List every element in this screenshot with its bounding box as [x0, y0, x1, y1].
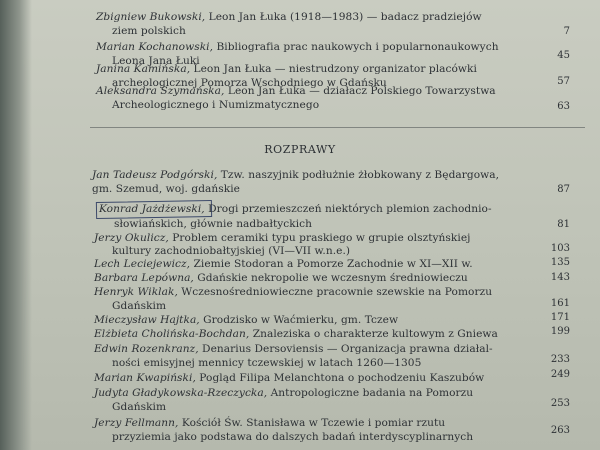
section-heading: ROZPRAWY — [264, 143, 336, 156]
entry-author: Henryk Wiklak, — [94, 286, 178, 298]
entry-page: 253 — [550, 398, 570, 409]
entry-page: 57 — [557, 76, 570, 87]
entry-author: Jan Tadeusz Podgórski, — [92, 169, 218, 181]
entry-author: Konrad Jażdżewski, — [99, 203, 205, 215]
entry-title: Grodzisko w Waćmierku, gm. Tczew — [203, 314, 399, 326]
entry-page: 171 — [550, 312, 570, 323]
entry-title-cont: Leona Jana Łuki — [112, 55, 200, 67]
entry-title-cont: gm. Szemud, woj. gdańskie — [92, 183, 240, 195]
entry-author: Judyta Gładykowska-Rzeczycka, — [94, 387, 268, 399]
entry-title: Ziemie Stodoran a Pomorze Zachodnie w XI—XII w. — [193, 258, 473, 270]
entry-page: 81 — [557, 219, 570, 230]
entry-author: Edwin Rozenkranz, — [94, 343, 199, 355]
entry-title-cont: ziem polskich — [112, 25, 186, 37]
entry-author: Elżbieta Cholińska-Bochdan, — [94, 328, 250, 340]
entry-page: 199 — [550, 326, 570, 337]
entry-page: 143 — [550, 272, 570, 283]
entry-author: Marian Kochanowski, — [96, 41, 214, 53]
entry-page: 161 — [550, 298, 570, 309]
entry-author: Marian Kwapiński, — [94, 372, 196, 384]
entry-title: Drogi przemieszczeń niektórych plemion zachodnio- — [208, 203, 492, 215]
entry-page: 249 — [550, 369, 570, 380]
entry-title: Leon Jan Łuka — niestrudzony organizator placówki — [193, 63, 477, 75]
entry-page: 63 — [557, 101, 570, 112]
entry-title-cont: kultury zachodniobałtyjskiej (VI—VII w.n.e.) — [112, 245, 351, 257]
entry-title-cont: słowiańskich, głównie nadbałtyckich — [114, 218, 313, 230]
entry-title: Leon Jan Łuka (1918—1983) — badacz pradziejów — [208, 11, 482, 23]
entry-author: Janina Kamińska, — [96, 63, 191, 75]
entry-title-cont: przyziemia jako podstawa do dalszych badań interdyscyplinarnych — [112, 431, 474, 443]
entry-author: Zbigniew Bukowski, — [96, 11, 206, 23]
entry-author: Jerzy Fellmann, — [94, 417, 179, 429]
entry-title: Tzw. naszyjnik podłużnie żłobkowany z Będargowa, — [220, 169, 500, 181]
entry-title-cont: ności emisyjnej mennicy tczewskiej w latach 1260—1305 — [112, 357, 422, 369]
entry-title: Gdańskie nekropolie we wczesnym średniowieczu — [197, 272, 468, 284]
entry-author: Jerzy Okulicz, — [94, 232, 169, 244]
entry-author: Lech Leciejewicz, — [94, 258, 191, 270]
entry-title: Problem ceramiki typu praskiego w grupie olsztyńskiej — [172, 232, 471, 244]
entry-title-cont: Gdańskim — [112, 401, 167, 413]
entry-page: 263 — [550, 425, 570, 436]
entry-page: 7 — [563, 26, 570, 37]
entry-page: 233 — [550, 354, 570, 365]
entry-author: Mieczysław Hajtka, — [94, 314, 200, 326]
entry-title: Leon Jan Łuka — działacz Polskiego Towarzystwa — [227, 85, 496, 97]
entry-title-cont: Gdańskim — [112, 300, 167, 312]
page-edge-shadow — [0, 0, 32, 450]
entry-author: Aleksandra Szymańska, — [96, 85, 225, 97]
entry-page: 135 — [550, 257, 570, 268]
entry-page: 103 — [550, 243, 570, 254]
section-divider — [90, 127, 585, 128]
entry-title: Wczesnośredniowieczne pracownie szewskie na Pomorzu — [181, 286, 493, 298]
entry-page: 45 — [557, 50, 570, 61]
entry-title: Kościół Św. Stanisława w Tczewie i pomiar rzutu — [181, 417, 446, 429]
entry-page: 87 — [557, 184, 570, 195]
entry-title: Pogląd Filipa Melanchtona o pochodzeniu Kaszubów — [199, 372, 485, 384]
entry-title-cont: Archeologicznego i Numizmatycznego — [112, 99, 320, 111]
entry-title: Antropologiczne badania na Pomorzu — [270, 387, 474, 399]
entry-title: Bibliografia prac naukowych i popularnonaukowych — [216, 41, 499, 53]
entry-title-cont: archeologicznej Pomorza Wschodniego w Gdańsku — [112, 77, 387, 89]
entry-title: Denarius Dersoviensis — Organizacja prawna działal- — [202, 343, 493, 355]
entry-author: Barbara Lepówna, — [94, 272, 194, 284]
entry-title: Znaleziska o charakterze kultowym z Gniewa — [252, 328, 498, 340]
